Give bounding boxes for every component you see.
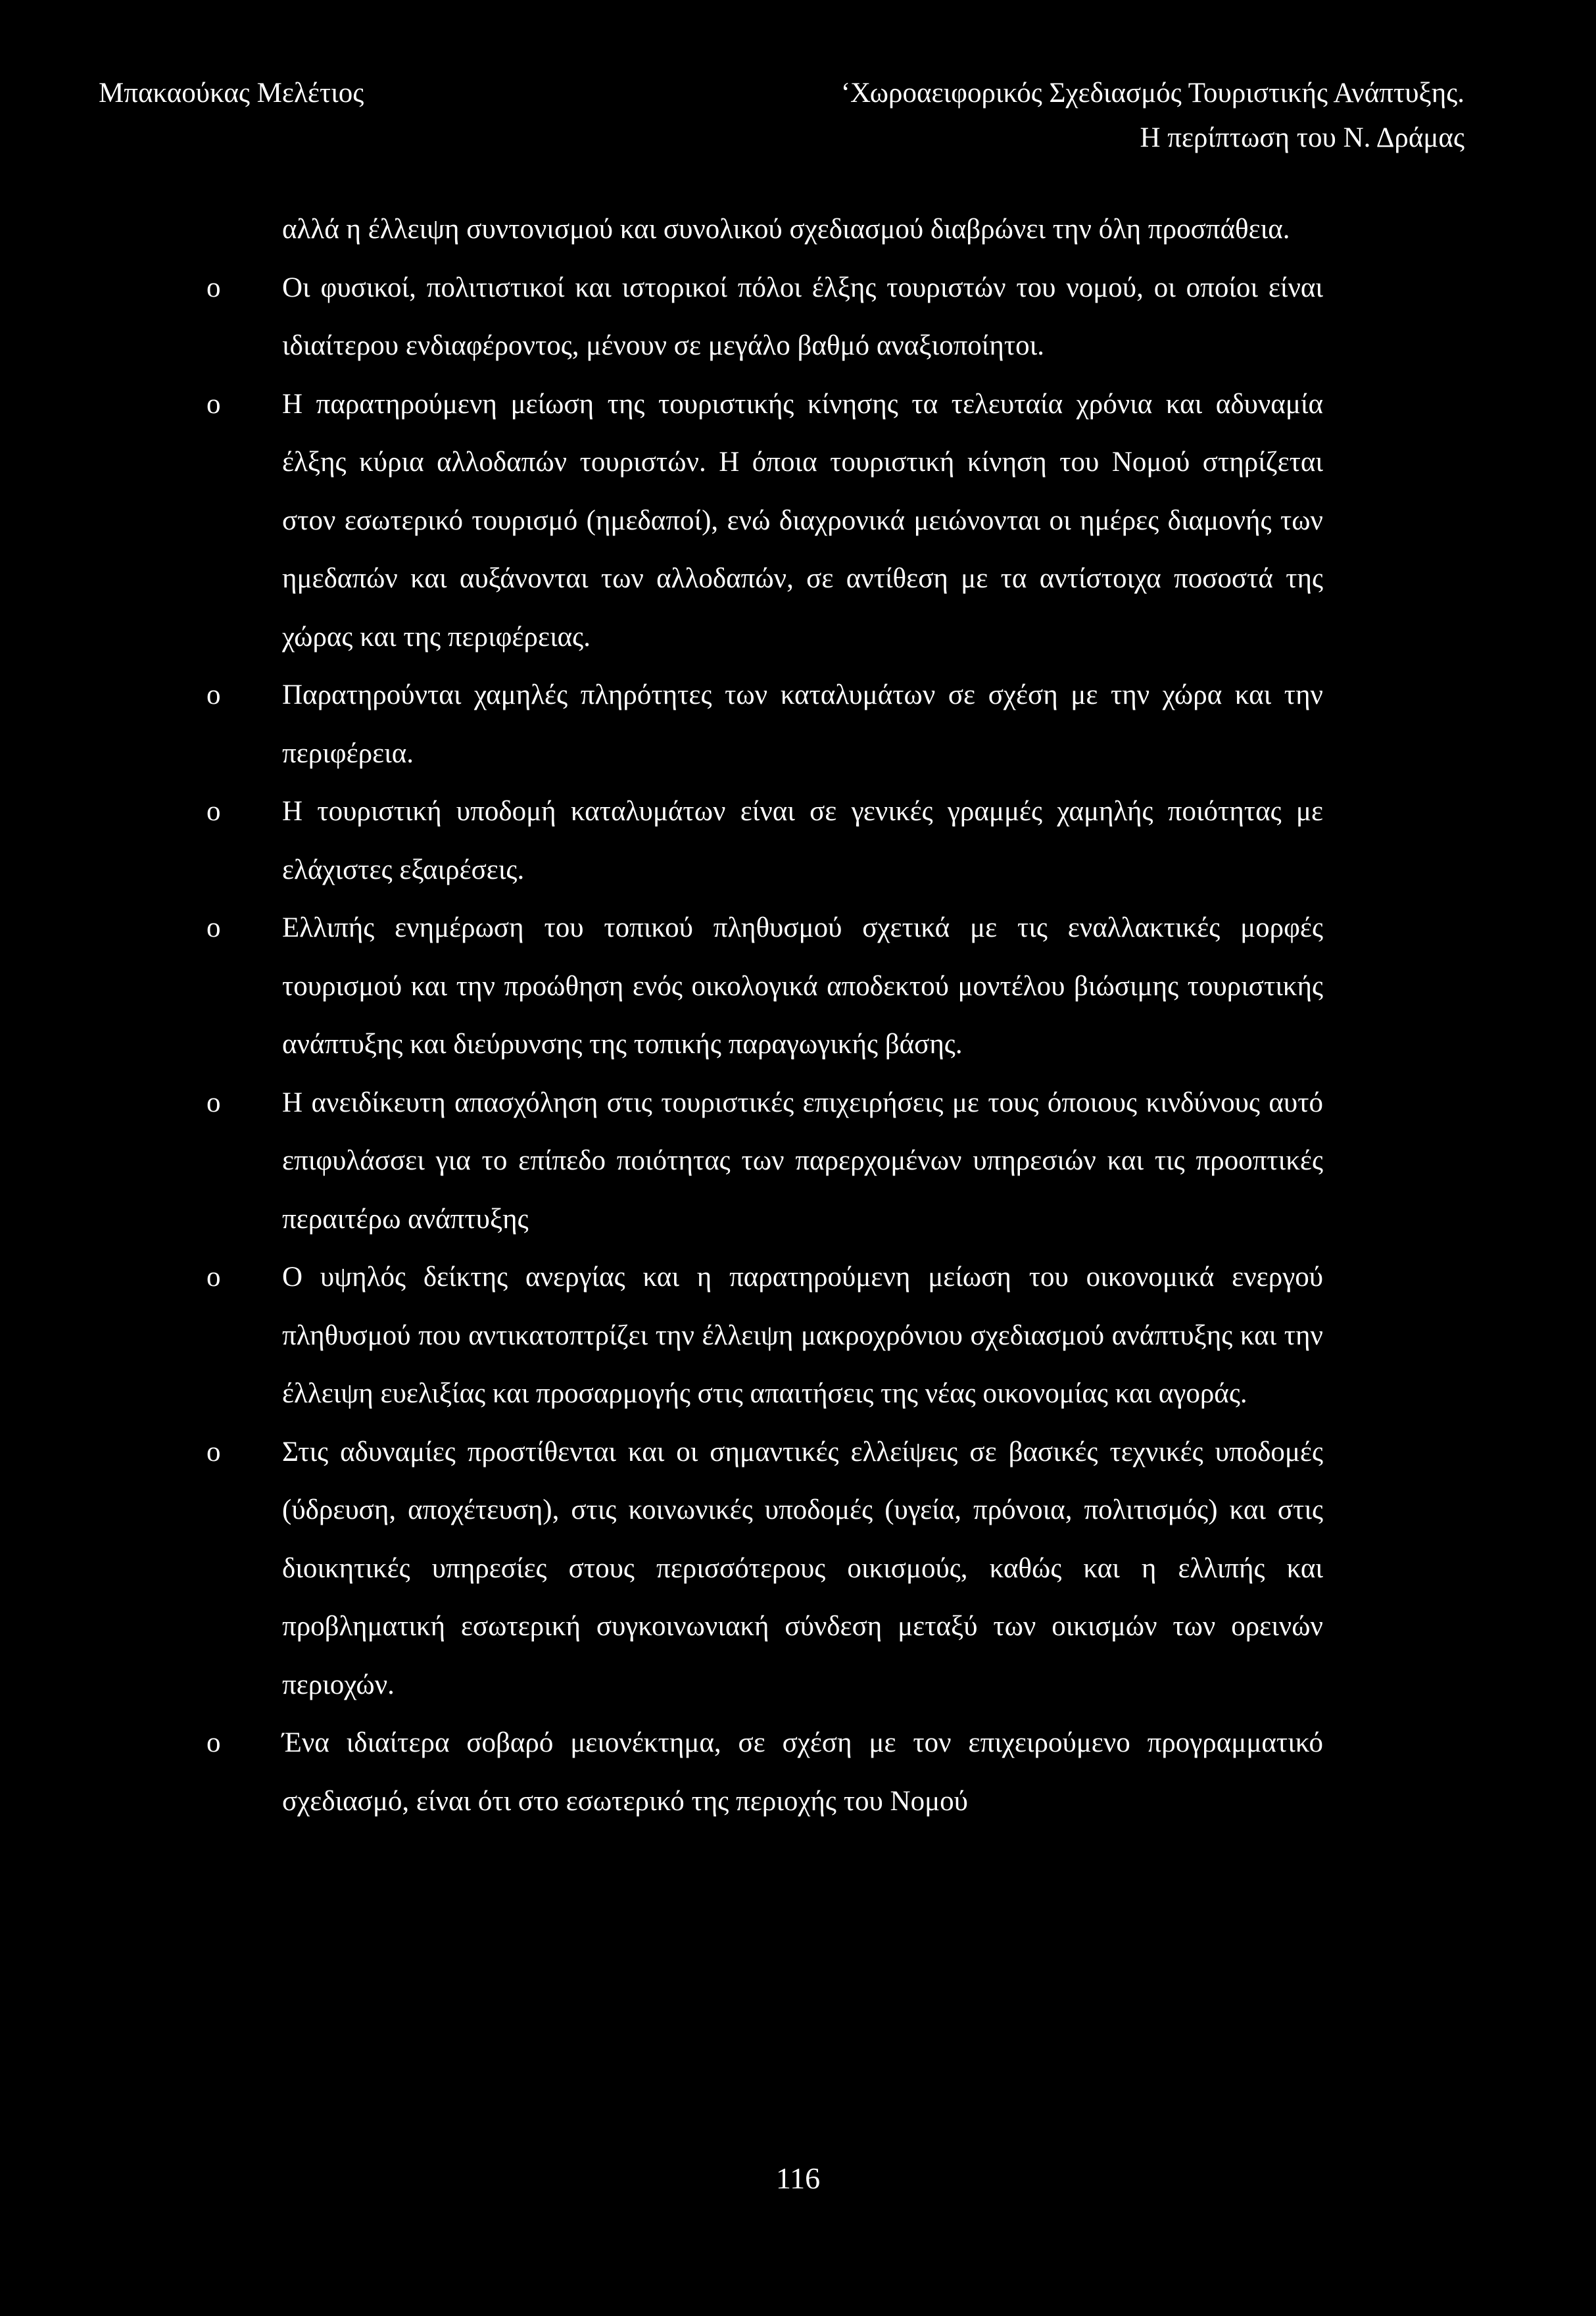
bullet-marker: o — [206, 1087, 221, 1118]
bullet-marker: o — [206, 388, 221, 420]
header-title-line-2: Η περίπτωση του Ν. Δράμας — [1140, 122, 1464, 153]
bullet-item — [206, 783, 1323, 899]
bullet-text: Η ανειδίκευτη απασχόληση στις τουριστικές επιχειρήσεις με τους όποιους κινδύνους αυτό επιφυλάσσει για το επίπεδο ποιότητας των παρερχομένων υπηρεσιών και τις προοπτικές περαιτέρω ανάπτυξης — [282, 1087, 1323, 1235]
bullet-marker: o — [206, 1727, 221, 1758]
bullet-text: Στις αδυναμίες προστίθενται και οι σημαντικές ελλείψεις σε βασικές τεχνικές υποδομές (ύδρευση, αποχέτευση), στις κοινωνικές υποδομές (υγεία, πρόνοια, πολιτισμός) και στις διοικητικές υπηρεσίες στους περισσότερους οικισμούς, καθώς και η ελλιπής και προβληματική εσωτερική συγκοινωνιακή σύνδεση μεταξύ των οικισμών των ορεινών περιοχών. — [282, 1436, 1323, 1700]
bullet-item — [206, 899, 1323, 1074]
bullet-text: Ένα ιδιαίτερα σοβαρό μειονέκτημα, σε σχέση με τον επιχειρούμενο προγραμματικό σχεδιασμό, είναι ότι στο εσωτερικό της περιοχής του Νομού — [282, 1727, 1323, 1817]
bullet-marker: o — [206, 1262, 221, 1293]
bullet-marker: o — [206, 679, 221, 710]
bullet-marker: o — [206, 796, 221, 827]
bullet-item — [206, 666, 1323, 783]
bullet-marker: o — [206, 272, 221, 303]
bullet-item — [206, 1714, 1323, 1831]
header-title — [841, 71, 1464, 160]
bullet-item — [206, 259, 1323, 376]
page-header — [99, 71, 1464, 157]
bullet-text: Η τουριστική υποδομή καταλυμάτων είναι σε γενικές γραμμές χαμηλής ποιότητας με ελάχιστες εξαιρέσεις. — [282, 796, 1323, 885]
bullet-text: Ο υψηλός δείκτης ανεργίας και η παρατηρούμενη μείωση του οικονομικά ενεργού πληθυσμού που αντικατοπτρίζει την έλλειψη μακροχρόνιου σχεδιασμού ανάπτυξης και την έλλειψη ευελιξίας και προσαρμογής στις απαιτήσεις της νέας οικονομίας και αγοράς. — [282, 1262, 1323, 1409]
bullet-text: Ελλιπής ενημέρωση του τοπικού πληθυσμού σχετικά με τις εναλλακτικές μορφές τουρισμού και την προώθηση ενός οικολογικά αποδεκτού μοντέλου βιώσιμης τουριστικής ανάπτυξης και διεύρυνσης της τοπικής παραγωγικής βάσης. — [282, 912, 1323, 1060]
bullet-item — [206, 1074, 1323, 1249]
header-title-line-1: ‘Χωροαειφορικός Σχεδιασμός Τουριστικής Ανάπτυξης. — [840, 78, 1464, 109]
bullet-item — [206, 1248, 1323, 1423]
bullet-item — [206, 1423, 1323, 1715]
bullet-text: Οι φυσικοί, πολιτιστικοί και ιστορικοί πόλοι έλξης τουριστών του νομού, οι οποίοι είναι ιδιαίτερου ενδιαφέροντος, μένουν σε μεγάλο βαθμό αναξιοποίητοι. — [282, 272, 1323, 361]
bullet-marker: o — [206, 912, 221, 943]
bullet-item — [206, 376, 1323, 667]
bullet-text: Παρατηρούνται χαμηλές πληρότητες των καταλυμάτων σε σχέση με την χώρα και την περιφέρεια. — [282, 679, 1323, 769]
continuation-paragraph: αλλά η έλλειψη συντονισμού και συνολικού σχεδιασμού διαβρώνει την όλη προσπάθεια. — [282, 214, 1290, 245]
bullet-text: Η παρατηρούμενη μείωση της τουριστικής κίνησης τα τελευταία χρόνια και αδυναμία έλξης κύρια αλλοδαπών τουριστών. Η όποια τουριστική κίνηση του Νομού στηρίζεται στον εσωτερικό τουρισμό (ημεδαποί), ενώ διαχρονικά μειώνονται οι ημέρες διαμονής των ημεδαπών και αυξάνονται των αλλοδαπών, σε αντίθεση με τα αντίστοιχα ποσοστά της χώρας και της περιφέρειας. — [282, 388, 1323, 653]
bullet-marker: o — [206, 1436, 221, 1467]
header-author: Μπακαούκας Μελέτιος — [99, 78, 364, 109]
page-body — [206, 201, 1323, 1831]
page-number: 116 — [775, 2161, 821, 2195]
